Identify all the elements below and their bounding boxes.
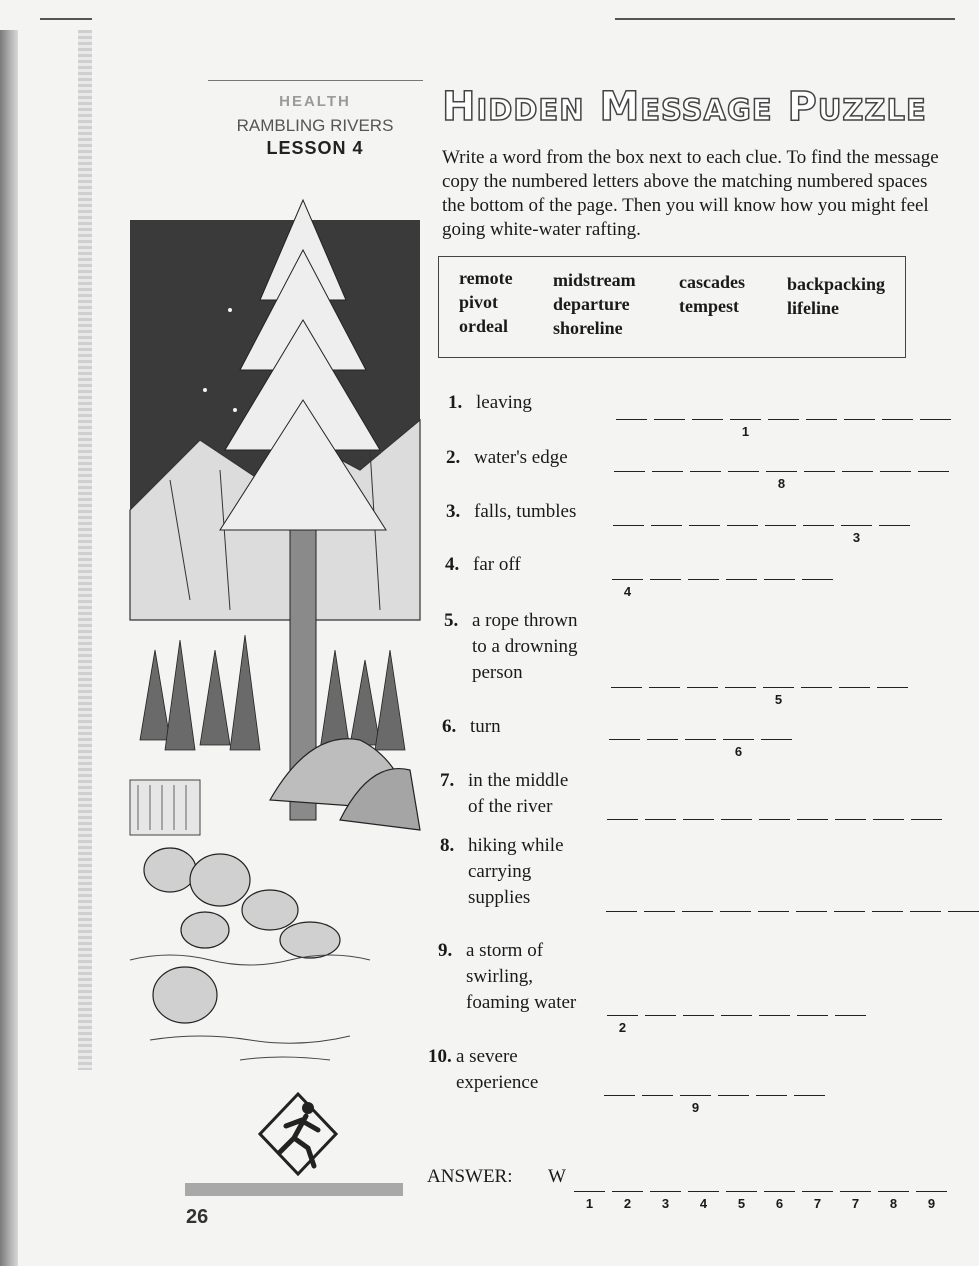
letter-blank[interactable] [802,578,833,580]
letter-blank[interactable] [607,1014,638,1035]
message-letter-blank[interactable] [840,1190,871,1211]
word-bank-item: pivot [459,292,499,312]
letter-blank[interactable] [611,686,642,688]
letter-blank[interactable] [806,418,837,420]
letter-blank[interactable] [687,686,718,688]
word-bank-item: ordeal [459,316,508,336]
answer-blank-row[interactable] [604,1094,832,1115]
word-bank-item: remote [459,268,513,288]
message-letter-blank[interactable] [878,1190,909,1211]
clue-text: a storm of swirling, foaming water [466,940,577,1013]
blank-number: 2 [618,1020,627,1035]
clue-item [442,714,501,740]
unit-label: RAMBLING RIVERS [236,116,394,135]
clue-text: in the middle of the river [468,770,569,817]
letter-blank[interactable] [680,1094,711,1115]
blank-number: 9 [691,1100,700,1115]
letter-blank[interactable] [797,1014,828,1016]
letter-blank[interactable] [723,738,754,759]
letter-blank[interactable] [804,470,835,472]
clue-number: 7. [440,770,455,791]
blank-number: 2 [623,1196,632,1211]
letter-blank[interactable] [873,818,904,820]
letter-blank[interactable] [612,578,643,599]
word-bank-item: shoreline [553,318,623,338]
letter-blank[interactable] [613,524,644,526]
letter-blank[interactable] [652,470,683,472]
letter-blank[interactable] [689,524,720,526]
answer-blank-row[interactable] [609,738,799,759]
letter-blank[interactable] [647,738,678,740]
letter-blank[interactable] [764,578,795,580]
letter-blank[interactable] [877,686,908,688]
letter-blank[interactable] [651,524,682,526]
word-bank-item: departure [553,294,630,314]
letter-blank[interactable] [682,910,713,912]
word-bank-item: tempest [679,296,739,316]
blank-number: 4 [699,1196,708,1211]
letter-blank[interactable] [718,1094,749,1096]
instruction-line: Write a word from the box next to each clue. To find the message [442,147,939,168]
letter-blank[interactable] [761,738,792,740]
letter-blank[interactable] [759,818,790,820]
letter-blank[interactable] [835,818,866,820]
letter-blank[interactable] [765,524,796,526]
answer-blank-row[interactable] [606,910,979,912]
message-letter-blank[interactable] [764,1190,795,1211]
clue-item [446,445,568,471]
letter-blank[interactable] [882,418,913,420]
subject-label: HEALTH [279,93,351,110]
clue-item [445,552,521,578]
clue-item [448,390,532,416]
word-bank-item: lifeline [787,298,839,318]
word-box [438,256,906,358]
blank-number: 5 [774,692,783,707]
sidebar-rule [208,80,423,81]
answer-blank-row[interactable] [607,1014,873,1035]
message-letter-blank[interactable] [574,1190,605,1211]
blank-number: 9 [927,1196,936,1211]
message-letter-blank[interactable] [802,1190,833,1211]
answer-blank-row[interactable] [607,818,949,820]
letter-blank[interactable] [948,910,979,912]
clue-text: falls, tumbles [474,501,577,522]
instructions [442,146,979,242]
instruction-line: the bottom of the page. Then you will know how you might feel [442,195,929,216]
footer-bar [185,1183,403,1196]
clue-item [438,938,576,1016]
letter-blank[interactable] [801,686,832,688]
clue-item [440,833,564,911]
letter-blank[interactable] [879,524,910,526]
clue-number: 5. [444,610,459,631]
blank-number: 8 [889,1196,898,1211]
answer-blank-row[interactable] [612,578,840,599]
clue-text: far off [473,554,521,575]
letter-blank[interactable] [683,1014,714,1016]
answer-label: ANSWER: [427,1166,513,1187]
clue-text: turn [470,716,501,737]
runner-logo [258,1090,338,1176]
letter-blank[interactable] [642,1094,673,1096]
letter-blank[interactable] [645,818,676,820]
answer-blanks[interactable] [574,1190,954,1211]
blank-number: 6 [734,744,743,759]
blank-number: 7 [813,1196,822,1211]
letter-blank[interactable] [721,1014,752,1016]
blank-number: 1 [741,424,750,439]
message-letter-blank[interactable] [650,1190,681,1211]
letter-blank[interactable] [606,910,637,912]
clue-number: 9. [438,940,453,961]
answer-given-letter: W [548,1166,566,1187]
letter-blank[interactable] [609,738,640,740]
letter-blank[interactable] [654,418,685,420]
clue-number: 10. [428,1046,452,1067]
clue-item [446,499,576,525]
blank-number: 4 [623,584,632,599]
letter-blank[interactable] [650,578,681,580]
message-letter-blank[interactable] [916,1190,947,1211]
binding-strip [78,30,92,1070]
answer-blank-row[interactable] [614,470,956,491]
word-bank-item: cascades [679,272,745,292]
answer-blank-row[interactable] [611,686,915,707]
letter-blank[interactable] [759,1014,790,1016]
message-letter-blank[interactable] [726,1190,757,1211]
letter-blank[interactable] [725,686,756,688]
letter-blank[interactable] [728,470,759,472]
letter-blank[interactable] [910,910,941,912]
clue-item [428,1044,538,1096]
word-bank-item: midstream [553,270,636,290]
answer-blank-row[interactable] [616,418,958,439]
blank-number: 3 [661,1196,670,1211]
clue-number: 6. [442,716,457,737]
letter-blank[interactable] [616,418,647,420]
letter-blank[interactable] [721,818,752,820]
clue-number: 1. [448,392,463,413]
letter-blank[interactable] [649,686,680,688]
letter-blank[interactable] [797,818,828,820]
letter-blank[interactable] [688,578,719,580]
clue-text: hiking while carrying supplies [468,835,564,908]
clue-item [440,768,568,820]
letter-blank[interactable] [839,686,870,688]
letter-blank[interactable] [920,418,951,420]
instruction-line: going white-water rafting. [442,219,641,240]
answer-blank-row[interactable] [613,524,917,545]
clue-number: 4. [445,554,460,575]
letter-blank[interactable] [841,524,872,545]
letter-blank[interactable] [834,910,865,912]
letter-blank[interactable] [796,910,827,912]
clue-number: 2. [446,447,461,468]
letter-blank[interactable] [607,818,638,820]
letter-blank[interactable] [803,524,834,526]
letter-blank[interactable] [690,470,721,472]
blank-number: 5 [737,1196,746,1211]
page-number: 26 [186,1206,209,1228]
top-rule-left [40,18,92,20]
clue-text: leaving [476,392,532,413]
letter-blank[interactable] [683,818,714,820]
forest-river-illustration [110,180,422,1080]
letter-blank[interactable] [727,524,758,526]
letter-blank[interactable] [844,418,875,420]
message-letter-blank[interactable] [612,1190,643,1211]
message-letter-blank[interactable] [688,1190,719,1211]
blank-number: 6 [775,1196,784,1211]
puzzle-title: HIDDEN MESSAGE PUZZLE [442,84,927,130]
letter-blank[interactable] [685,738,716,740]
clue-number: 3. [446,501,461,522]
top-rule-right [615,18,955,20]
letter-blank[interactable] [766,470,797,491]
blank-number: 3 [852,530,861,545]
instruction-line: copy the numbered letters above the matching numbered spaces [442,171,928,192]
letter-blank[interactable] [614,470,645,472]
letter-blank[interactable] [604,1094,635,1096]
clue-text: water's edge [474,447,568,468]
clue-item [444,608,578,686]
blank-number: 1 [585,1196,594,1211]
clue-text: a rope thrown to a drowning person [472,610,578,683]
letter-blank[interactable] [872,910,903,912]
letter-blank[interactable] [720,910,751,912]
letter-blank[interactable] [880,470,911,472]
letter-blank[interactable] [918,470,949,472]
letter-blank[interactable] [644,910,675,912]
letter-blank[interactable] [645,1014,676,1016]
letter-blank[interactable] [911,818,942,820]
blank-number: 7 [851,1196,860,1211]
lesson-label: LESSON 4 [266,138,364,158]
letter-blank[interactable] [692,418,723,420]
letter-blank[interactable] [842,470,873,472]
letter-blank[interactable] [756,1094,787,1096]
letter-blank[interactable] [726,578,757,580]
word-bank-item: backpacking [787,274,886,294]
letter-blank[interactable] [835,1014,866,1016]
clue-number: 8. [440,835,455,856]
letter-blank[interactable] [758,910,789,912]
letter-blank[interactable] [730,418,761,439]
letter-blank[interactable] [768,418,799,420]
letter-blank[interactable] [794,1094,825,1096]
letter-blank[interactable] [763,686,794,707]
blank-number: 8 [777,476,786,491]
scan-shadow-edge [0,30,18,1266]
clue-text: a severe experience [456,1046,539,1093]
